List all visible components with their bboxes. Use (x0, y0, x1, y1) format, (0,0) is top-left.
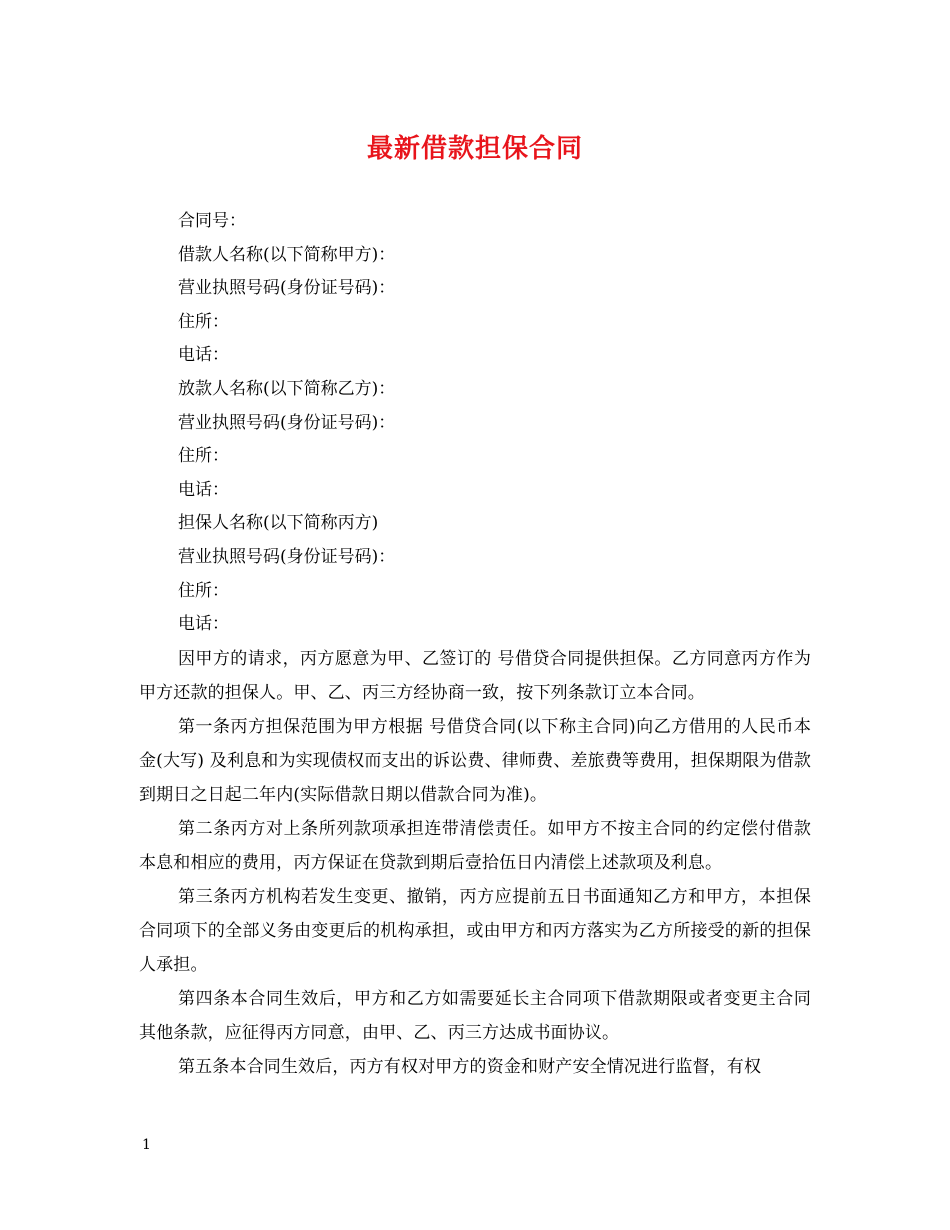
field-borrower-name: 借款人名称(以下简称甲方)： (178, 244, 396, 265)
field-guarantor-phone: 电话： (178, 614, 229, 635)
field-borrower-license: 营业执照号码(身份证号码)： (178, 278, 396, 299)
paragraph-preamble: 因甲方的请求，丙方愿意为甲、乙签订的 号借贷合同提供担保。乙方同意丙方作为甲方还款的担保人。甲、乙、丙三方经协商一致，按下列条款订立本合同。 (139, 649, 811, 703)
field-borrower-phone: 电话： (178, 345, 229, 366)
field-guarantor-address: 住所： (178, 580, 229, 601)
paragraph-article-3: 第三条丙方机构若发生变更、撤销，丙方应提前五日书面通知乙方和甲方，本担保合同项下的全部义务由变更后的机构承担，或由甲方和丙方落实为乙方所接受的新的担保人承担。 (139, 887, 811, 975)
field-guarantor-name: 担保人名称(以下简称丙方) (178, 513, 379, 534)
field-borrower-address: 住所： (178, 311, 229, 332)
document-title: 最新借款担保合同 (366, 134, 583, 164)
field-lender-name: 放款人名称(以下简称乙方)： (178, 378, 396, 399)
page-number: 1 (142, 1137, 151, 1153)
field-guarantor-license: 营业执照号码(身份证号码)： (178, 546, 396, 567)
field-contract-number: 合同号： (178, 211, 246, 231)
party-fields (178, 205, 395, 642)
paragraph-article-2: 第二条丙方对上条所列款项承担连带清偿责任。如甲方不按主合同的约定偿付借款本息和相应的费用，丙方保证在贷款到期后壹拾伍日内清偿上述款项及利息。 (139, 819, 811, 873)
field-lender-phone: 电话： (178, 479, 229, 500)
contract-body (139, 642, 811, 1084)
field-lender-address: 住所： (178, 446, 229, 467)
field-lender-license: 营业执照号码(身份证号码)： (178, 412, 396, 433)
paragraph-article-4: 第四条本合同生效后，甲方和乙方如需要延长主合同项下借款期限或者变更主合同其他条款，应征得丙方同意，由甲、乙、丙三方达成书面协议。 (139, 989, 811, 1043)
paragraph-article-1: 第一条丙方担保范围为甲方根据 号借贷合同(以下称主合同)向乙方借用的人民币本金(大写) 及利息和为实现债权而支出的诉讼费、律师费、差旅费等费用，担保期限为借款到期日之日起二年内(实际借款日期以借款合同为准)。 (139, 717, 811, 805)
paragraph-article-5: 第五条本合同生效后，丙方有权对甲方的资金和财产安全情况进行监督，有权 (178, 1057, 762, 1077)
